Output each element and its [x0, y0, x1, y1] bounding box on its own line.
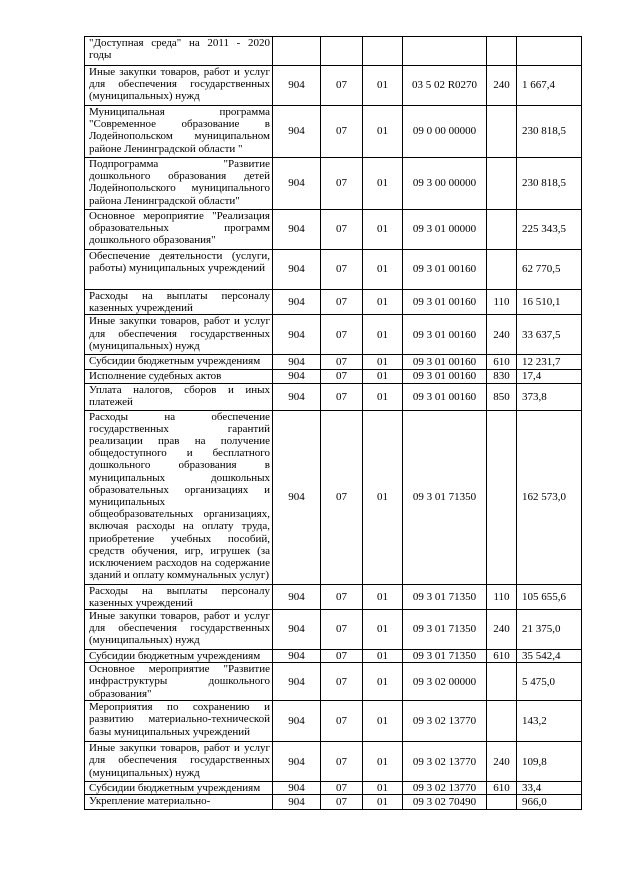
amount-cell: 162 573,0	[517, 410, 582, 584]
expense-type-cell	[487, 106, 517, 158]
subsection-code-cell: 01	[363, 290, 403, 315]
table-row	[85, 290, 582, 315]
row-name-cell: Субсидии бюджетным учреждениям	[85, 355, 273, 370]
subsection-code-cell: 01	[363, 701, 403, 742]
subsection-code-cell: 01	[363, 355, 403, 370]
table-row	[85, 795, 582, 810]
expense-type-cell: 240	[487, 610, 517, 650]
amount-cell: 143,2	[517, 701, 582, 742]
table-row	[85, 383, 582, 410]
row-name-cell: Мероприятия по сохранению и развитию материально-технической базы муниципальных учреждений	[85, 701, 273, 742]
expense-type-cell: 830	[487, 370, 517, 383]
section-code-cell: 07	[321, 610, 363, 650]
target-code-cell: 03 5 02 R0270	[403, 66, 487, 106]
ministry-code-cell: 904	[273, 383, 321, 410]
ministry-code-cell: 904	[273, 701, 321, 742]
amount-cell: 373,8	[517, 383, 582, 410]
amount-cell: 35 542,4	[517, 650, 582, 663]
section-code-cell: 07	[321, 210, 363, 250]
section-code-cell: 07	[321, 410, 363, 584]
amount-cell: 21 375,0	[517, 610, 582, 650]
section-code-cell: 07	[321, 701, 363, 742]
row-name-cell: Иные закупки товаров, работ и услуг для обеспечения государственных (муниципальных) нужд	[85, 66, 273, 106]
table-row	[85, 37, 582, 66]
expense-type-cell: 110	[487, 584, 517, 609]
ministry-code-cell: 904	[273, 584, 321, 609]
section-code-cell: 07	[321, 584, 363, 609]
target-code-cell: 09 3 01 00000	[403, 210, 487, 250]
ministry-code-cell: 904	[273, 106, 321, 158]
section-code-cell: 07	[321, 383, 363, 410]
ministry-code-cell: 904	[273, 250, 321, 290]
subsection-code-cell: 01	[363, 742, 403, 782]
target-code-cell: 09 3 01 71350	[403, 610, 487, 650]
amount-cell: 5 475,0	[517, 663, 582, 701]
ministry-code-cell: 904	[273, 650, 321, 663]
amount-cell: 12 231,7	[517, 355, 582, 370]
table-row	[85, 650, 582, 663]
amount-cell	[517, 37, 582, 66]
table-row	[85, 610, 582, 650]
table-row	[85, 701, 582, 742]
section-code-cell: 07	[321, 290, 363, 315]
target-code-cell: 09 3 01 71350	[403, 650, 487, 663]
section-code-cell: 07	[321, 250, 363, 290]
amount-cell: 225 343,5	[517, 210, 582, 250]
expense-type-cell: 240	[487, 315, 517, 355]
target-code-cell: 09 3 02 13770	[403, 782, 487, 795]
expense-type-cell	[487, 210, 517, 250]
ministry-code-cell: 904	[273, 66, 321, 106]
expense-type-cell: 850	[487, 383, 517, 410]
target-code-cell: 09 3 01 00160	[403, 355, 487, 370]
row-name-cell: Подпрограмма "Развитие дошкольного образования детей Лодейнопольского муниципального района Ленинградской области"	[85, 158, 273, 210]
row-name-cell: Иные закупки товаров, работ и услуг для обеспечения государственных (муниципальных) нужд	[85, 742, 273, 782]
ministry-code-cell	[273, 37, 321, 66]
amount-cell: 230 818,5	[517, 158, 582, 210]
target-code-cell: 09 3 01 00160	[403, 290, 487, 315]
expense-type-cell	[487, 250, 517, 290]
section-code-cell: 07	[321, 355, 363, 370]
ministry-code-cell: 904	[273, 290, 321, 315]
target-code-cell: 09 3 02 13770	[403, 742, 487, 782]
expense-type-cell: 610	[487, 355, 517, 370]
subsection-code-cell: 01	[363, 106, 403, 158]
subsection-code-cell: 01	[363, 610, 403, 650]
expense-type-cell	[487, 663, 517, 701]
subsection-code-cell: 01	[363, 66, 403, 106]
target-code-cell: 09 3 01 00160	[403, 370, 487, 383]
row-name-cell: Расходы на выплаты персоналу казенных учреждений	[85, 290, 273, 315]
ministry-code-cell: 904	[273, 210, 321, 250]
subsection-code-cell: 01	[363, 782, 403, 795]
row-name-cell: "Доступная среда" на 2011 - 2020 годы	[85, 37, 273, 66]
section-code-cell: 07	[321, 742, 363, 782]
target-code-cell	[403, 37, 487, 66]
section-code-cell: 07	[321, 663, 363, 701]
section-code-cell: 07	[321, 315, 363, 355]
row-name-cell: Исполнение судебных актов	[85, 370, 273, 383]
table-row	[85, 106, 582, 158]
amount-cell: 16 510,1	[517, 290, 582, 315]
ministry-code-cell: 904	[273, 370, 321, 383]
table-row	[85, 315, 582, 355]
subsection-code-cell: 01	[363, 315, 403, 355]
row-name-cell: Субсидии бюджетным учреждениям	[85, 650, 273, 663]
ministry-code-cell: 904	[273, 315, 321, 355]
subsection-code-cell: 01	[363, 370, 403, 383]
amount-cell: 966,0	[517, 795, 582, 810]
amount-cell: 109,8	[517, 742, 582, 782]
table-row	[85, 742, 582, 782]
row-name-cell: Расходы на обеспечение государственных гарантий реализации прав на получение общедоступного и бесплатного дошкольного образования в муниципальных дошкольных образовательных организациях и муниципальных общеобразовательных организациях, включая расходы на оплату труда, приобретение учебных пособий, средств обучения, игр, игрушек (за исключением расходов на содержание зданий и оплату коммунальных услуг)	[85, 410, 273, 584]
ministry-code-cell: 904	[273, 410, 321, 584]
section-code-cell: 07	[321, 66, 363, 106]
row-name-cell: Муниципальная программа "Современное образование в Лодейнопольском муниципальном районе Ленинградской области "	[85, 106, 273, 158]
amount-cell: 17,4	[517, 370, 582, 383]
section-code-cell: 07	[321, 370, 363, 383]
target-code-cell: 09 3 01 71350	[403, 584, 487, 609]
expense-type-cell: 110	[487, 290, 517, 315]
expense-type-cell: 240	[487, 66, 517, 106]
row-name-cell: Укрепление материально-	[85, 795, 273, 810]
expense-type-cell: 610	[487, 782, 517, 795]
section-code-cell: 07	[321, 650, 363, 663]
expense-type-cell	[487, 37, 517, 66]
ministry-code-cell: 904	[273, 355, 321, 370]
ministry-code-cell: 904	[273, 158, 321, 210]
target-code-cell: 09 3 01 00160	[403, 250, 487, 290]
row-name-cell: Основное мероприятие "Развитие инфраструктуры дошкольного образования"	[85, 663, 273, 701]
subsection-code-cell: 01	[363, 795, 403, 810]
budget-table	[84, 36, 582, 810]
expense-type-cell	[487, 410, 517, 584]
section-code-cell: 07	[321, 782, 363, 795]
target-code-cell: 09 3 01 00160	[403, 315, 487, 355]
ministry-code-cell: 904	[273, 610, 321, 650]
target-code-cell: 09 0 00 00000	[403, 106, 487, 158]
expense-type-cell	[487, 701, 517, 742]
target-code-cell: 09 3 01 00160	[403, 383, 487, 410]
amount-cell: 230 818,5	[517, 106, 582, 158]
target-code-cell: 09 3 02 70490	[403, 795, 487, 810]
section-code-cell: 07	[321, 158, 363, 210]
ministry-code-cell: 904	[273, 663, 321, 701]
subsection-code-cell: 01	[363, 383, 403, 410]
amount-cell: 33,4	[517, 782, 582, 795]
table-row	[85, 158, 582, 210]
target-code-cell: 09 3 01 71350	[403, 410, 487, 584]
amount-cell: 105 655,6	[517, 584, 582, 609]
row-name-cell: Субсидии бюджетным учреждениям	[85, 782, 273, 795]
section-code-cell: 07	[321, 795, 363, 810]
target-code-cell: 09 3 02 13770	[403, 701, 487, 742]
table-body	[85, 37, 582, 810]
subsection-code-cell: 01	[363, 210, 403, 250]
row-name-cell: Иные закупки товаров, работ и услуг для обеспечения государственных (муниципальных) нужд	[85, 610, 273, 650]
target-code-cell: 09 3 02 00000	[403, 663, 487, 701]
ministry-code-cell: 904	[273, 782, 321, 795]
row-name-cell: Расходы на выплаты персоналу казенных учреждений	[85, 584, 273, 609]
table-row	[85, 370, 582, 383]
expense-type-cell: 610	[487, 650, 517, 663]
table-row	[85, 410, 582, 584]
subsection-code-cell: 01	[363, 410, 403, 584]
amount-cell: 1 667,4	[517, 66, 582, 106]
amount-cell: 62 770,5	[517, 250, 582, 290]
target-code-cell: 09 3 00 00000	[403, 158, 487, 210]
table-row	[85, 210, 582, 250]
row-name-cell: Уплата налогов, сборов и иных платежей	[85, 383, 273, 410]
section-code-cell: 07	[321, 106, 363, 158]
table-row	[85, 250, 582, 290]
subsection-code-cell	[363, 37, 403, 66]
subsection-code-cell: 01	[363, 584, 403, 609]
row-name-cell: Основное мероприятие "Реализация образовательных программ дошкольного образования"	[85, 210, 273, 250]
ministry-code-cell: 904	[273, 795, 321, 810]
section-code-cell	[321, 37, 363, 66]
row-name-cell: Обеспечение деятельности (услуги, работы) муниципальных учреждений	[85, 250, 273, 290]
expense-type-cell	[487, 795, 517, 810]
expense-type-cell: 240	[487, 742, 517, 782]
table-row	[85, 66, 582, 106]
table-row	[85, 355, 582, 370]
table-row	[85, 663, 582, 701]
subsection-code-cell: 01	[363, 663, 403, 701]
subsection-code-cell: 01	[363, 650, 403, 663]
ministry-code-cell: 904	[273, 742, 321, 782]
amount-cell: 33 637,5	[517, 315, 582, 355]
table-row	[85, 584, 582, 609]
row-name-cell: Иные закупки товаров, работ и услуг для обеспечения государственных (муниципальных) нужд	[85, 315, 273, 355]
subsection-code-cell: 01	[363, 158, 403, 210]
subsection-code-cell: 01	[363, 250, 403, 290]
expense-type-cell	[487, 158, 517, 210]
table-row	[85, 782, 582, 795]
